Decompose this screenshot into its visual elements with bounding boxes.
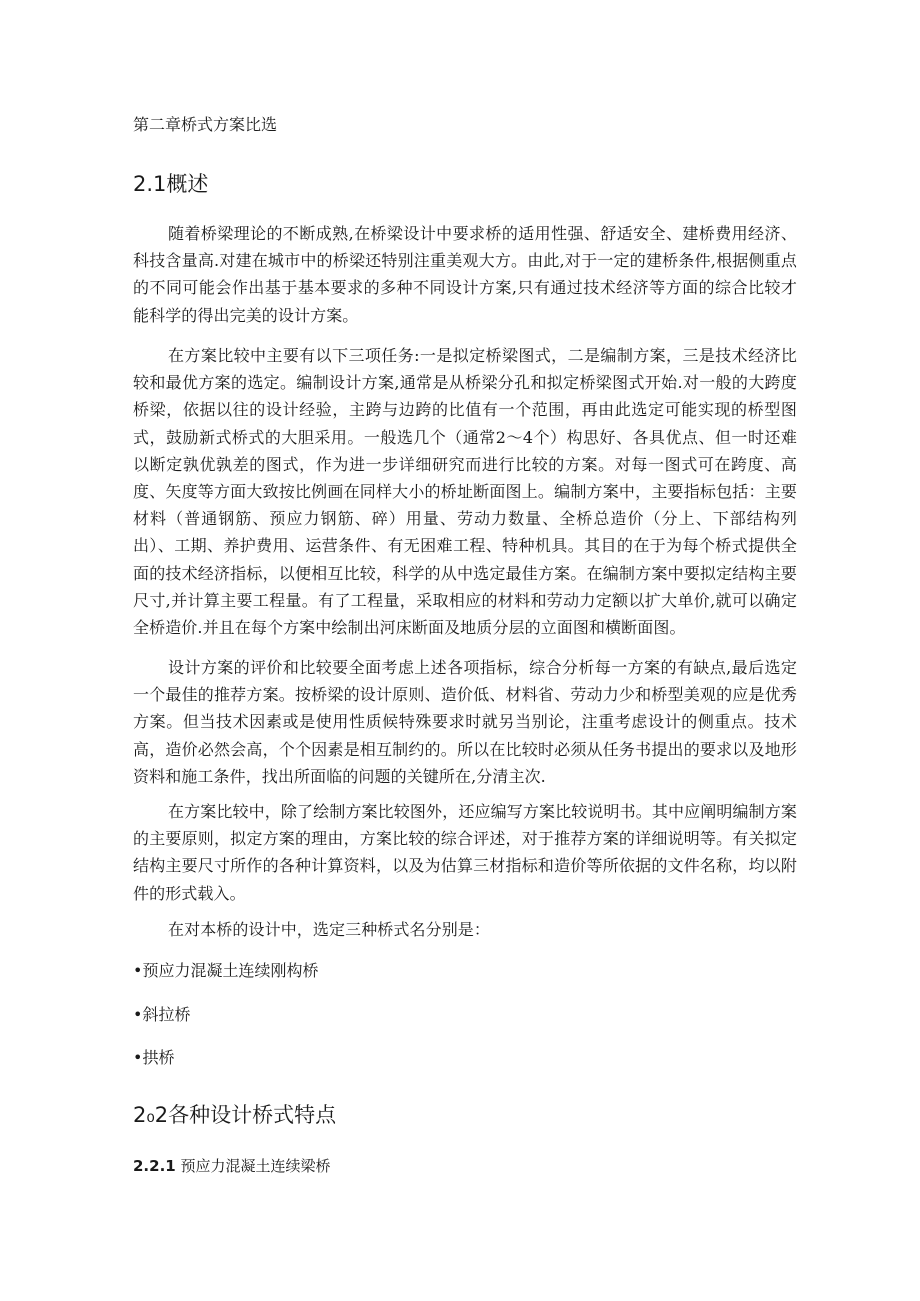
subsection-title: 预应力混凝土连续梁桥 (180, 1157, 331, 1175)
subsection-heading (133, 1155, 331, 1177)
paragraph-4: 在方案比较中，除了绘制方案比较图外，还应编写方案比较说明书。其中应阐明编制方案的主要原则，拟定方案的理由，方案比较的综合评述，对于推荐方案的详细说明等。有关拟定结构主要尺寸所作的各种计算资料，以及为估算三材指标和造价等所依据的文件名称，均以附件的形式载入。 (133, 802, 797, 903)
list-item-bridge-type-2: •斜拉桥 (133, 1005, 191, 1024)
chapter-title: 第二章桥式方案比选 (133, 115, 278, 134)
paragraph-5: 在对本桥的设计中，选定三种桥式名分别是： (168, 920, 491, 939)
paragraph-3: 设计方案的评价和比较要全面考虑上述各项指标，综合分析每一方案的有缺点,最后选定一个最佳的推荐方案。按桥梁的设计原则、造价低、材料省、劳动力少和桥型美观的应是优秀方案。但当技术因素或是使用性质候特殊要求时就另当别论，注重考虑设计的侧重点。技术高，造价必然会高，个个因素是相互制约的。所以在比较时必须从任务书提出的要求以及地形资料和施工条件，找出所面临的问题的关键所在,分清主次. (133, 658, 797, 786)
subsection-number: 2.2.1 (133, 1157, 176, 1175)
paragraph-1: 随着桥梁理论的不断成熟,在桥梁设计中要求桥的适用性强、舒适安全、建桥费用经济、科技含量高.对建在城市中的桥梁还特别注重美观大方。由此,对于一定的建桥条件,根据侧重点的不同可能会作出基于基本要求的多种不同设计方案,只有通过技术经济等方面的综合比较才能科学的得出完美的设计方案。 (133, 224, 797, 325)
section-heading-overview: 2.1概述 (133, 172, 209, 196)
paragraph-2: 在方案比较中主要有以下三项任务:一是拟定桥梁图式，二是编制方案，三是技术经济比较和最优方案的选定。编制设计方案,通常是从桥梁分孔和拟定桥梁图式开始.对一般的大跨度桥梁，依据以往的设计经验，主跨与边跨的比值有一个范围，再由此选定可能实现的桥型图式，鼓励新式桥式的大胆采用。一般选几个（通常2～4个）构思好、各具优点、但一时还难以断定孰优孰差的图式，作为进一步详细研究而进行比较的方案。对每一图式可在跨度、高度、矢度等方面大致按比例画在同样大小的桥址断面图上。编制方案中，主要指标包括：主要材料（普通钢筋、预应力钢筋、碎）用量、劳动力数量、全桥总造价（分上、下部结构列出）、工期、养护费用、运营条件、有无困难工程、特种机具。其目的在于为每个桥式提供全面的技术经济指标，以便相互比较，科学的从中选定最佳方案。在编制方案中要拟定结构主要尺寸,并计算主要工程量。有了工程量，采取相应的材料和劳动力定额以扩大单价,就可以确定全桥造价.并且在每个方案中绘制出河床断面及地质分层的立面图和横断面图。 (133, 346, 797, 638)
list-item-bridge-type-3: •拱桥 (133, 1048, 175, 1067)
list-item-bridge-type-1: •预应力混凝土连续刚构桥 (133, 961, 319, 980)
section-heading-bridge-features: 2₀2各种设计桥式特点 (133, 1103, 337, 1127)
